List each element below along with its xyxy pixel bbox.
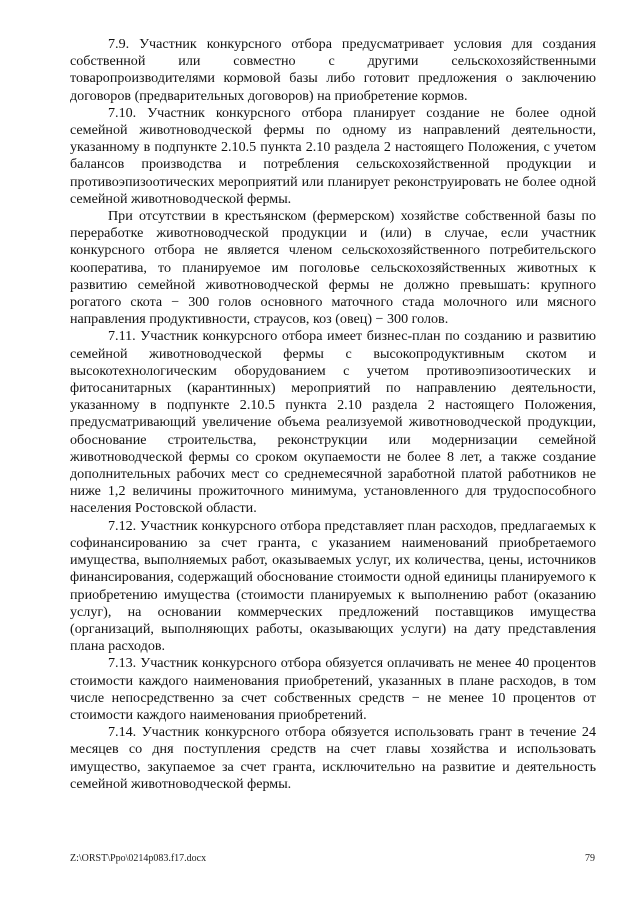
page-number: 79 <box>585 853 595 864</box>
paragraph-7-13: 7.13. Участник конкурсного отбора обязуется оплачивать не менее 40 процентов стоимости каждого наименования приобретений, указанных в плане расходов, в том числе непосредственно за счет собственных средств − не менее 10 процентов от стоимости каждого наименования приобретений. <box>70 655 596 723</box>
paragraph-7-14: 7.14. Участник конкурсного отбора обязуется использовать грант в течение 24 месяцев со дня поступления средств на счет главы хозяйства и использовать имущество, закупаемое за счет гранта, исключительно на развитие и деятельность семейной животноводческой фермы. <box>70 724 596 792</box>
paragraph-7-10: 7.10. Участник конкурсного отбора планирует создание не более одной семейной животноводческой фермы по одному из направлений деятельности, указанному в подпункте 2.10.5 пункта 2.10 раздела 2 настоящего Положения, с учетом балансов производства и потребления сельскохозяйственной продукции и противоэпизоотических мероприятий или планирует реконструировать не более одной семейной животноводческой фермы. <box>70 104 596 207</box>
paragraph-7-10-continued: При отсутствии в крестьянском (фермерском) хозяйстве собственной базы по переработке животноводческой продукции и (или) в случае, если участник конкурсного отбора не является членом сельскохозяйственного потребительского кооператива, то планируемое им поголовье сельскохозяйственных животных к развитию семейной животноводческой фермы не должно превышать: крупного рогатого скота − 300 голов основного маточного стада молочного или мясного направления продуктивности, страусов, коз (овец) − 300 голов. <box>70 208 596 328</box>
footer-file-path: Z:\ORST\Ppo\0214p083.f17.docx <box>70 853 207 864</box>
paragraph-7-11: 7.11. Участник конкурсного отбора имеет бизнес-план по созданию и развитию семейной животноводческой фермы с высокопродуктивным скотом и высокотехнологическим оборудованием с учетом противоэпизоотических и фитосанитарных (карантинных) мероприятий по направлению деятельности, указанному в подпункте 2.10.5 пункта 2.10 раздела 2 настоящего Положения, предусматривающий увеличение объема реализуемой животноводческой продукции, обоснование строительства, реконструкции или модернизации семейной животноводческой фермы со сроком окупаемости не более 8 лет, а также создание дополнительных рабочих мест со среднемесячной заработной платой работников не ниже 1,2 величины прожиточного минимума, установленного для трудоспособного населения Ростовской области. <box>70 328 596 517</box>
paragraph-7-12: 7.12. Участник конкурсного отбора представляет план расходов, предлагаемых к софинансированию за счет гранта, с указанием наименований приобретаемого имущества, выполняемых работ, оказываемых услуг, их количества, цены, источников финансирования, содержащий обоснование стоимости одной единицы планируемого к приобретению имущества (стоимости планируемых к выполнению работ (оказанию услуг), на основании коммерческих предложений поставщиков имущества (организаций, выполняющих работы, оказывающих услуги) на дату представления плана расходов. <box>70 517 596 655</box>
document-body <box>70 36 596 793</box>
paragraph-7-9: 7.9. Участник конкурсного отбора предусматривает условия для создания собственной или совместно с другими сельскохозяйственными товаропроизводителями кормовой базы либо готовит предложения о заключению договоров (предварительных договоров) на приобретение кормов. <box>70 36 596 104</box>
